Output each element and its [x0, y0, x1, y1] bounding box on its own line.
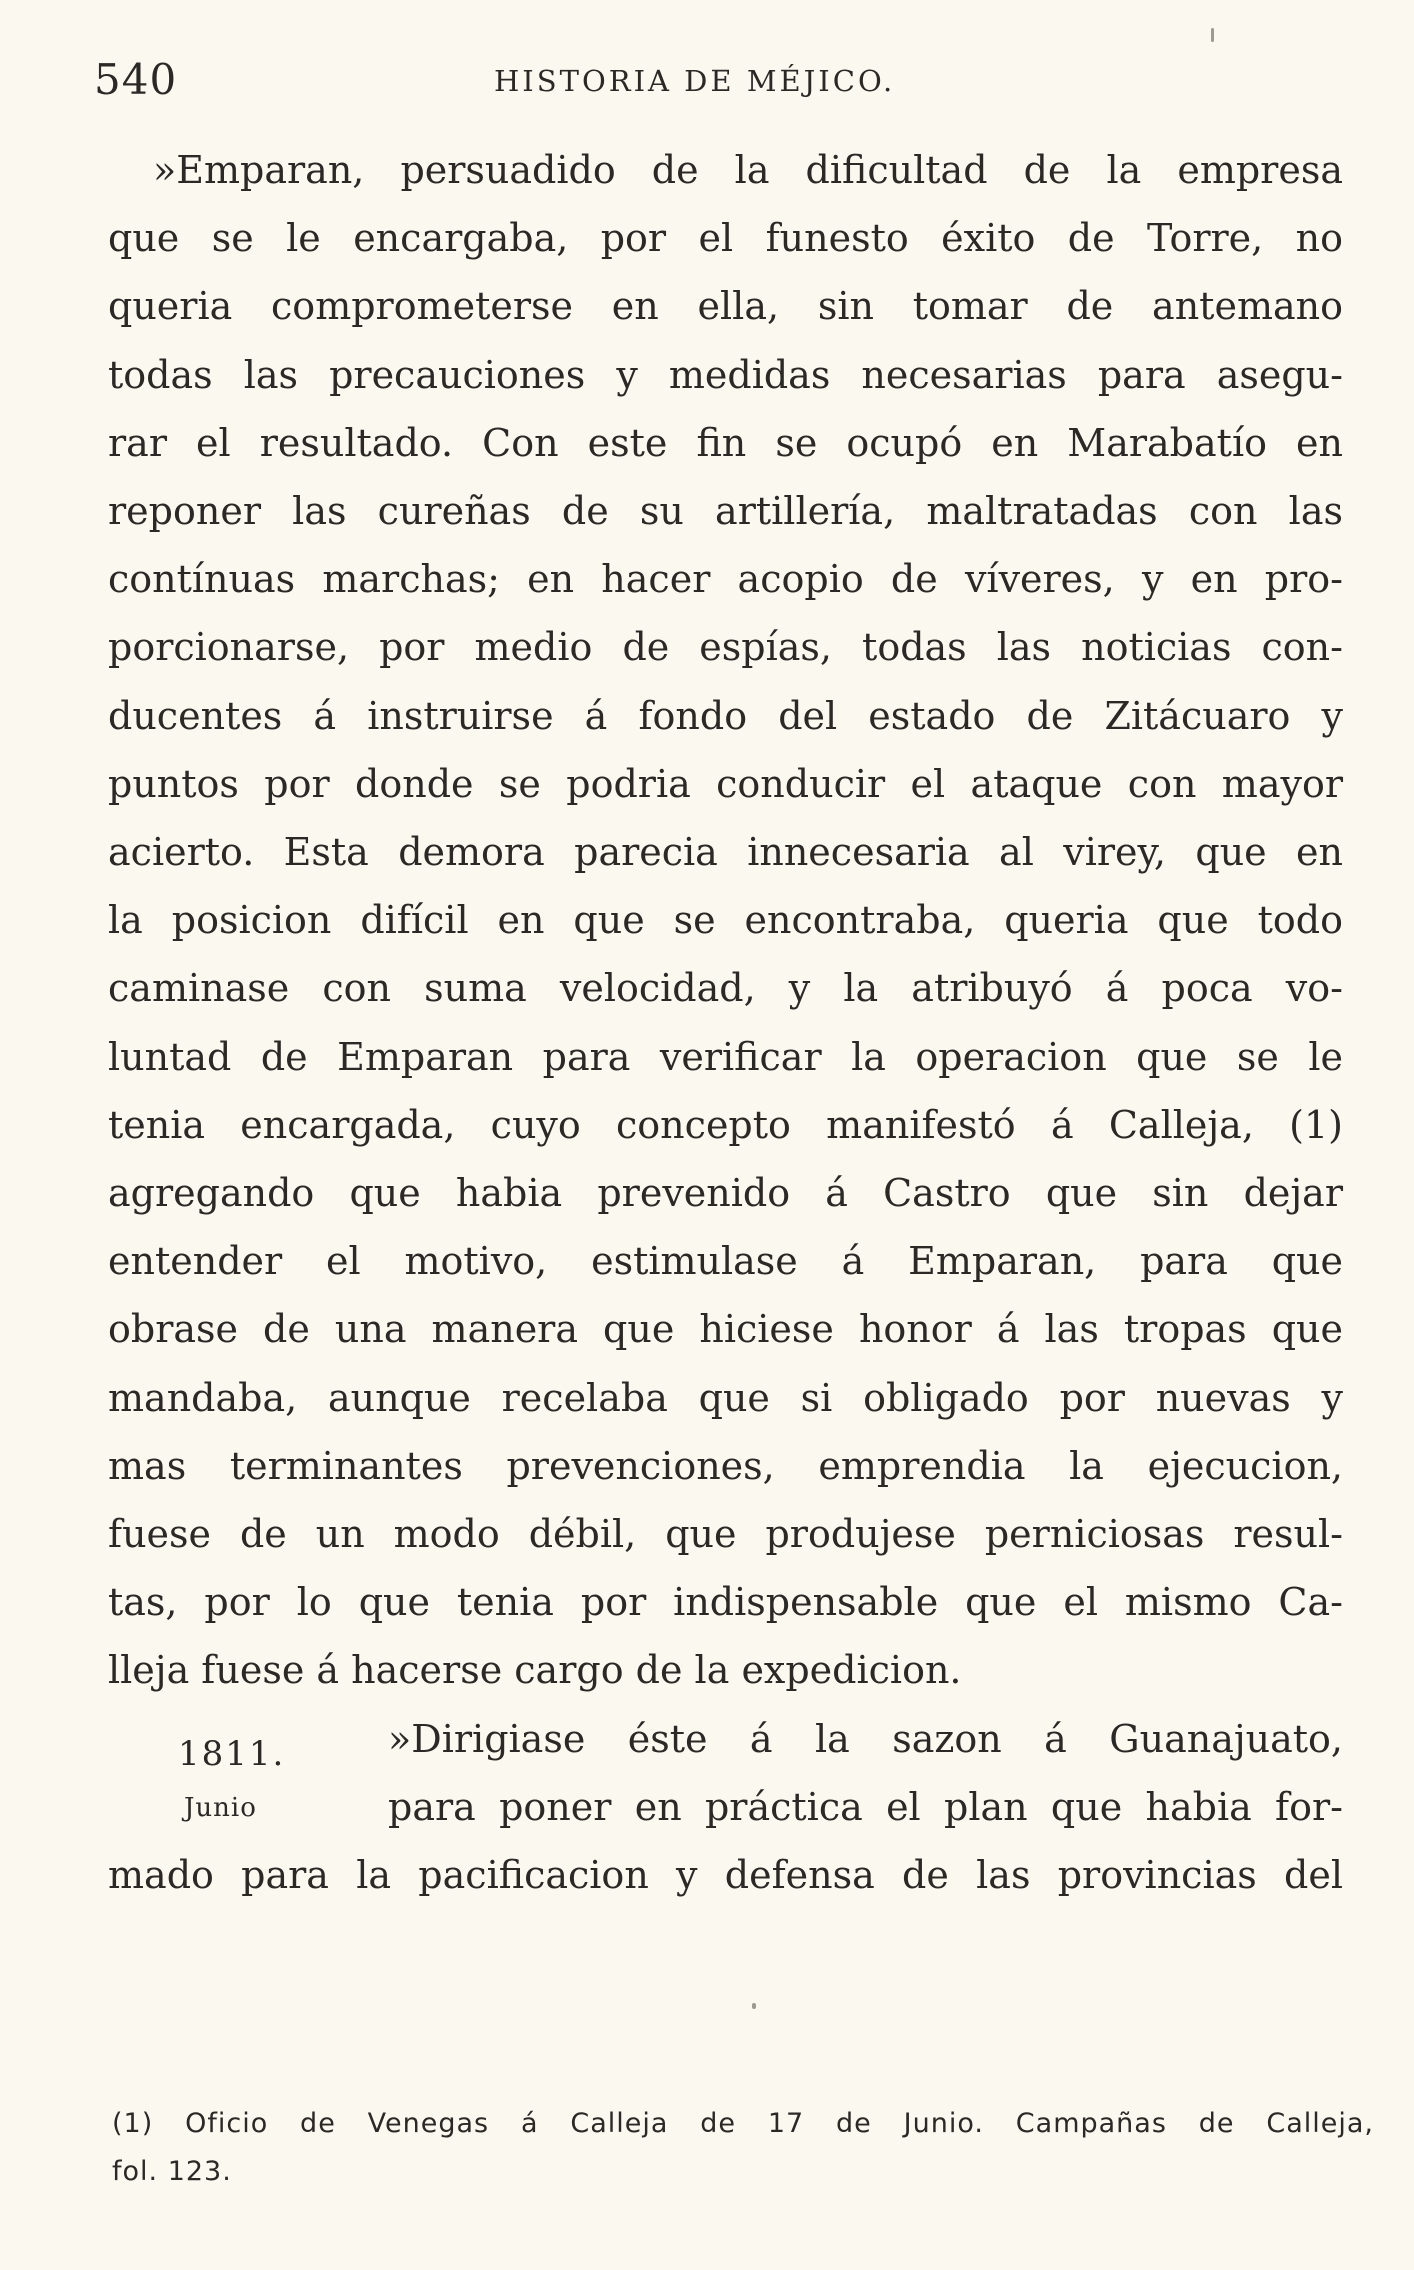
- body-line: »Dirigiase éste á la sazon á Guanajuato,: [388, 1716, 1343, 1761]
- body-line: luntad de Emparan para verificar la operacion que se le: [108, 1034, 1343, 1079]
- print-speck: [1211, 28, 1214, 42]
- page-number: 540: [94, 55, 178, 104]
- body-line: lleja fuese á hacerse cargo de la expedicion.: [108, 1648, 962, 1693]
- footnote-line: fol. 123.: [112, 2156, 232, 2187]
- body-line: entender el motivo, estimulase á Emparan, para que: [108, 1239, 1343, 1284]
- body-line: rar el resultado. Con este fin se ocupó en Marabatío en: [108, 420, 1343, 465]
- body-line: acierto. Esta demora parecia innecesaria al virey, que en: [108, 830, 1343, 875]
- body-line: mas terminantes prevenciones, emprendia la ejecucion,: [108, 1443, 1343, 1488]
- margin-month: Junio: [184, 1793, 257, 1823]
- body-line: puntos por donde se podria conducir el ataque con mayor: [108, 761, 1343, 806]
- body-text: [108, 136, 1343, 1909]
- running-title: HISTORIA DE MÉJICO.: [494, 64, 896, 98]
- body-line: obrase de una manera que hiciese honor á las tropas que: [108, 1307, 1343, 1352]
- footnote: [112, 2100, 1374, 2196]
- body-line: para poner en práctica el plan que habia for-: [388, 1784, 1343, 1829]
- body-line: mado para la pacificacion y defensa de las provincias del: [108, 1853, 1343, 1898]
- body-line: fuese de un modo débil, que produjese perniciosas resul-: [108, 1512, 1343, 1557]
- body-line: »Emparan, persuadido de la dificultad de la empresa: [153, 148, 1343, 192]
- body-line: tas, por lo que tenia por indispensable que el mismo Ca-: [108, 1580, 1343, 1625]
- print-speck: [752, 2003, 756, 2009]
- margin-year: 1811.: [178, 1734, 286, 1774]
- body-line: la posicion difícil en que se encontraba, queria que todo: [108, 898, 1343, 943]
- body-line: mandaba, aunque recelaba que si obligado por nuevas y: [108, 1375, 1343, 1420]
- body-line: tenia encargada, cuyo concepto manifestó á Calleja, (1): [108, 1102, 1343, 1147]
- body-line: porcionarse, por medio de espías, todas las noticias con-: [108, 625, 1343, 670]
- footnote-line: (1) Oficio de Venegas á Calleja de 17 de Junio. Campañas de Calleja,: [112, 2108, 1374, 2139]
- body-line: que se le encargaba, por el funesto éxito de Torre, no: [108, 216, 1343, 261]
- body-line: todas las precauciones y medidas necesarias para asegu-: [108, 352, 1343, 397]
- body-line: agregando que habia prevenido á Castro que sin dejar: [108, 1171, 1343, 1216]
- body-line: reponer las cureñas de su artillería, maltratadas con las: [108, 489, 1343, 534]
- body-line: ducentes á instruirse á fondo del estado de Zitácuaro y: [108, 693, 1343, 738]
- body-line: queria comprometerse en ella, sin tomar de antemano: [108, 284, 1343, 329]
- body-line: contínuas marchas; en hacer acopio de víveres, y en pro-: [108, 557, 1343, 602]
- body-line: caminase con suma velocidad, y la atribuyó á poca vo-: [108, 966, 1343, 1011]
